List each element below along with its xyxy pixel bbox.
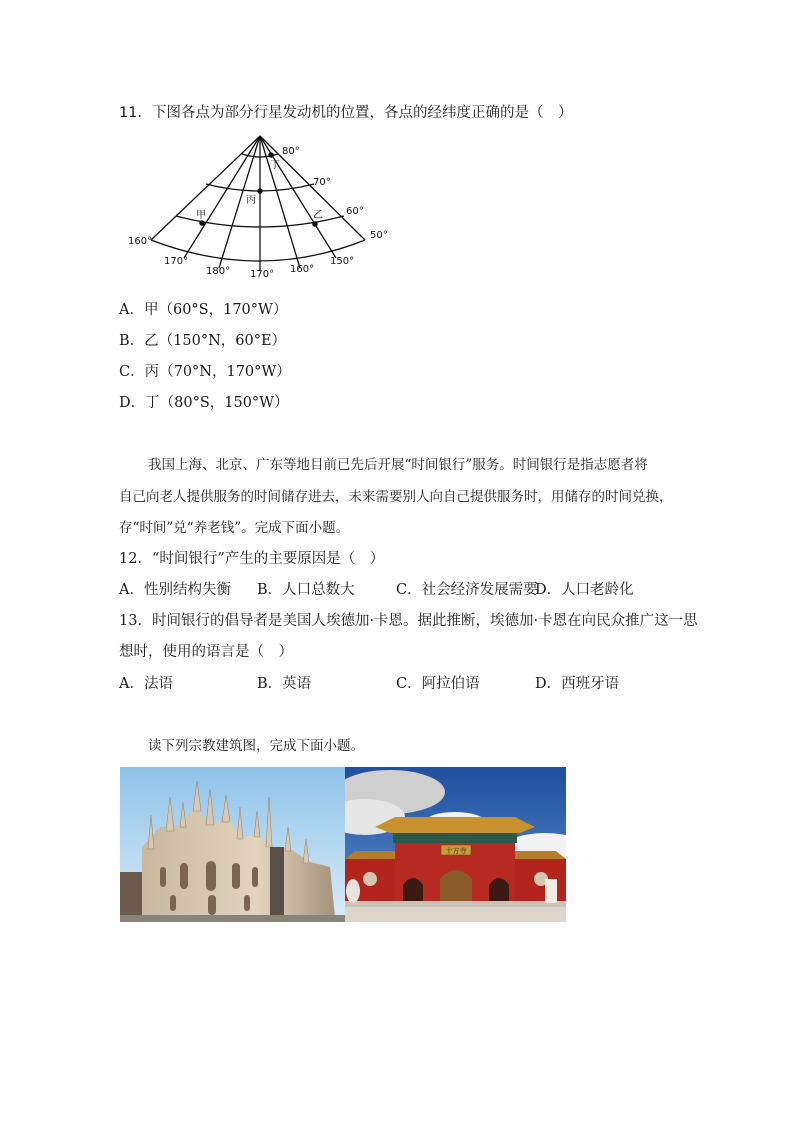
point-label-yi: 乙 (313, 210, 323, 221)
point-jia (199, 220, 205, 226)
lon-label-160-left: 160° (128, 236, 153, 247)
lat-label-70: 70° (313, 177, 331, 188)
q11-option-a: A．甲（60°S，170°W） (119, 302, 288, 318)
q13-option-a: A．法语 (119, 676, 173, 692)
lon-label-180: 180° (206, 266, 231, 277)
lat-label-50: 50° (370, 230, 388, 241)
lat-label-60: 60° (346, 206, 364, 217)
q13-option-d: D．西班牙语 (535, 676, 620, 692)
gothic-cathedral-photo (120, 767, 345, 922)
question-11-stem: 11．下图各点为部分行星发动机的位置，各点的经纬度正确的是（ ） (119, 105, 573, 121)
temple-gate-sign: 十方寺 (445, 847, 467, 855)
lon-label-170-mid: 170° (250, 269, 275, 280)
question-12-stem: 12．“时间银行”产生的主要原因是（ ） (119, 551, 385, 567)
point-yi (312, 221, 318, 227)
q11-option-d: D．丁（80°S，150°W） (119, 395, 289, 411)
q13-option-c: C．阿拉伯语 (396, 676, 480, 692)
point-label-bing: 丙 (246, 195, 256, 206)
passage-1-line-2: 自己向老人提供服务的时间储存进去，未来需要别人向自己提供服务时，用储存的时间兑换， (119, 489, 673, 505)
q12-option-d: D．人口老龄化 (535, 582, 634, 598)
point-label-ding: 丁 (270, 160, 280, 171)
chinese-temple-gate-photo (345, 767, 566, 922)
lon-label-150: 150° (330, 256, 355, 267)
point-ding (268, 152, 274, 158)
q11-option-c: C．丙（70°N，170°W） (119, 364, 291, 380)
q12-option-b: B．人口总数大 (257, 582, 355, 598)
question-13-stem-line-2: 想时，使用的语言是（ ） (119, 644, 293, 660)
lat-label-80: 80° (282, 146, 300, 157)
q11-option-b: B．乙（150°N，60°E） (119, 333, 287, 349)
point-label-jia: 甲 (196, 210, 206, 221)
point-bing (257, 188, 263, 194)
passage-1-line-3: 存“时间”兑“养老钱”。完成下面小题。 (119, 520, 350, 536)
q12-option-a: A．性别结构失衡 (119, 582, 231, 598)
lon-label-170-left: 170° (164, 256, 189, 267)
lon-label-160-right: 160° (290, 264, 315, 275)
question-13-stem-line-1: 13．时间银行的倡导者是美国人埃德加·卡恩。据此推断，埃德加·卡恩在向民众推广这一思 (119, 613, 698, 629)
latitude-longitude-grid-diagram (124, 130, 394, 282)
q13-option-b: B．英语 (257, 676, 312, 692)
passage-2: 读下列宗教建筑图，完成下面小题。 (148, 738, 364, 754)
q12-option-c: C．社会经济发展需要 (396, 582, 538, 598)
passage-1-line-1: 我国上海、北京、广东等地目前已先后开展“时间银行”服务。时间银行是指志愿者将 (148, 457, 648, 473)
